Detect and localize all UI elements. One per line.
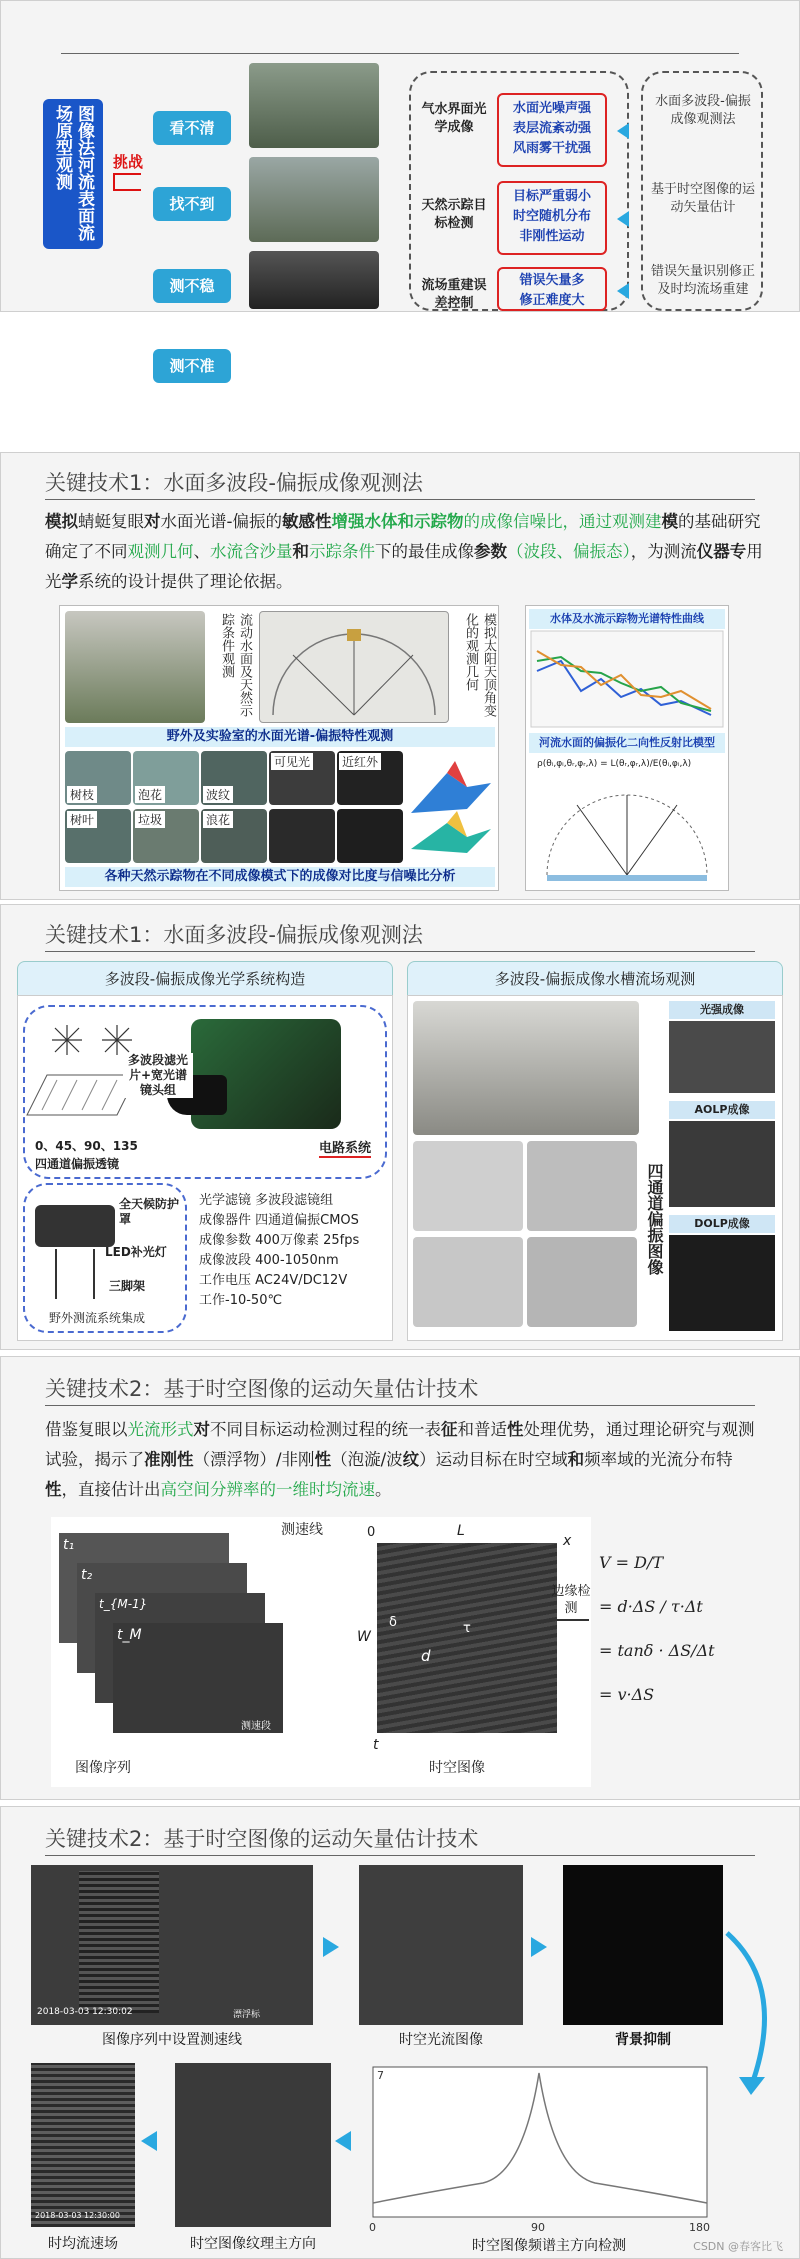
specs-list	[199, 1191, 359, 1311]
red-2-b: 时空随机分布	[512, 209, 591, 224]
p-part: 系统的设计提供了理论依据。	[78, 572, 293, 591]
img-st-flow	[359, 1865, 523, 2025]
arrow-left-3-icon	[617, 283, 629, 299]
eq-line: = tanδ · ΔS/Δt	[599, 1641, 715, 1660]
thumb-nir	[337, 751, 403, 805]
vertical-title-box	[43, 99, 103, 249]
title-rule	[45, 1405, 755, 1406]
p-part: 。	[375, 1480, 392, 1499]
st-image	[377, 1543, 557, 1733]
protect-label: 全天候防护罩	[119, 1197, 180, 1226]
tab-aolp: AOLP成像	[669, 1101, 775, 1119]
right-header: 多波段-偏振成像水槽流场观测	[407, 961, 783, 997]
edge-label-text: 边缘检测	[551, 1584, 591, 1616]
p-part: 专	[729, 542, 747, 561]
camera-housing	[35, 1205, 115, 1247]
p-part: 对	[144, 512, 161, 531]
tripod-shape	[55, 1249, 95, 1299]
slide-title: 关键技术1：水面多波段-偏振成像观测法	[45, 923, 423, 947]
tick-0: 0	[369, 2221, 376, 2234]
axis-L: L	[457, 1523, 465, 1539]
p-part: 性	[45, 1480, 62, 1499]
thumb-label: 浪花	[203, 811, 233, 828]
tick-90: 90	[531, 2221, 545, 2234]
p-part: （漂浮物）/非刚	[193, 1450, 315, 1469]
pol-image-3	[413, 1237, 523, 1327]
title-rule	[45, 1855, 755, 1856]
frame-label-4: t_M	[117, 1627, 142, 1643]
frame-label-2: t₂	[81, 1567, 93, 1583]
left-header: 多波段-偏振成像光学系统构造	[17, 961, 393, 997]
right-item-1: 水面多波段-偏振成像观测法	[655, 94, 751, 127]
p-part: ，为测流	[630, 542, 697, 561]
img-texture	[175, 2063, 331, 2227]
right-cap-1: 水体及水流示踪物光谱特性曲线	[529, 609, 725, 629]
red-1-b: 表层流紊动强	[512, 121, 591, 136]
p-part: 对	[193, 1420, 210, 1439]
p-part: 、	[193, 542, 210, 561]
thumb-label: 泡花	[135, 786, 165, 803]
edge-label	[549, 1583, 593, 1617]
arrow-left-2-icon	[617, 211, 629, 227]
thumb-visible	[269, 751, 335, 805]
spec-item: 工作电压 AC24V/DC12V	[199, 1273, 348, 1288]
spec-item: 成像波段 400-1050nm	[199, 1253, 339, 1268]
arrow-left-a-icon	[141, 2131, 157, 2151]
field-sys-label: 野外测流系统集成	[49, 1311, 146, 1325]
label-bg-suppress: 背景抑制	[615, 2032, 671, 2048]
spectrum-plot	[363, 2063, 717, 2233]
lab-arc-diagram	[263, 625, 445, 721]
p-part: 和	[292, 542, 309, 561]
eq-line: V = D/T	[599, 1553, 664, 1572]
p-part: 水体和	[364, 512, 414, 531]
lens-label	[123, 1053, 193, 1098]
p-part: 不同目标运动检测过程的统一表	[210, 1420, 441, 1439]
thumb-leaf	[65, 809, 131, 863]
photo-river	[249, 157, 379, 242]
red-2-a: 目标严重弱小	[512, 189, 591, 204]
right-item-3: 错误矢量识别修正及时均流场重建	[651, 264, 756, 297]
img-mean-flow	[31, 2063, 135, 2227]
stamp-label: 测速段	[241, 1721, 271, 1732]
p-part: ，直接估计出	[61, 1480, 161, 1499]
p-part: 模拟	[45, 512, 78, 531]
thumb-label: 近红外	[339, 753, 381, 770]
arrow-left-b-icon	[335, 2131, 351, 2151]
problem-4-button: 测不准	[153, 349, 231, 383]
p-part: 水流含沙量	[210, 542, 293, 561]
tripod-label: 三脚架	[109, 1279, 146, 1293]
label-texture: 时空图像纹理主方向	[190, 2236, 316, 2252]
axis-delta: δ	[389, 1615, 397, 1630]
p-part: 用光	[45, 542, 763, 591]
pol-image-4	[527, 1237, 637, 1327]
title-rule	[45, 499, 755, 500]
angles-label-2: 四通道偏振透镜	[35, 1157, 120, 1171]
middle-item-2: 天然示踪目标检测	[421, 198, 487, 231]
curved-arrow-icon	[721, 1927, 791, 2097]
thumb-label: 垃圾	[135, 811, 165, 828]
p-part: （波段、偏振态）	[507, 542, 631, 561]
red-3-a: 错误矢量多	[519, 273, 585, 288]
angles-label: 0、45、90、135	[35, 1139, 138, 1153]
slide-tech1-b	[0, 904, 800, 1350]
label-mean-flow: 时均流速场	[48, 2236, 118, 2252]
thumb-dark-2	[337, 809, 403, 863]
photo-field	[65, 611, 205, 723]
p-part: 借鉴复眼以	[45, 1420, 128, 1439]
date-stamp-2: 2018-03-03 12:30:00	[35, 2211, 120, 2220]
top-rule	[61, 53, 739, 54]
p-part: 高空间分辨率的一维时均流速	[160, 1480, 375, 1499]
thumb-label: 可见光	[271, 753, 313, 770]
p-part: 增强	[331, 512, 365, 531]
thumb-trash	[133, 809, 199, 863]
red-box-2	[497, 181, 607, 255]
label-img-seq: 图像序列中设置测速线	[102, 2032, 242, 2048]
tab-intensity: 光强成像	[669, 1001, 775, 1019]
pol-image-2	[527, 1141, 637, 1231]
tick-180: 180	[689, 2221, 710, 2234]
field-label: 流动水面及天然示踪条件观测	[219, 613, 252, 717]
frame-label-1: t₁	[63, 1537, 75, 1553]
photo-flow	[249, 251, 379, 309]
p-part: 下的最佳成像	[375, 542, 474, 561]
four-ch-label: 四通道偏振图像	[645, 1163, 664, 1275]
led-label: LED补光灯	[105, 1245, 167, 1259]
arrow-right-1-icon	[323, 1937, 339, 1957]
p-part: 蜻蜓复眼	[78, 512, 144, 531]
slide-overview	[0, 0, 800, 375]
edge-arrow-icon	[553, 1619, 589, 1621]
p-part: 敏感性	[281, 512, 332, 531]
problem-2-button: 找不到	[153, 187, 231, 221]
thumb-foam	[133, 751, 199, 805]
p-part: 处理优势，通过理论研究与观测试验，揭示了	[45, 1420, 755, 1469]
dolp-image	[669, 1235, 775, 1331]
vertical-title: 图像法河流表面流场原型观测	[52, 105, 94, 241]
intro-paragraph	[45, 1415, 763, 1505]
photo-fog	[249, 63, 379, 148]
spec-item: 成像参数 400万像素 25fps	[199, 1233, 360, 1248]
p-part: 示踪物	[413, 512, 464, 531]
problem-1-button: 看不清	[153, 111, 231, 145]
slide-tech1-a	[0, 452, 800, 900]
lens-label-text: 多波段滤光片+宽光谱镜头组	[127, 1053, 188, 1097]
p-part: 性	[314, 1450, 332, 1469]
img-seq-line	[31, 1865, 313, 2025]
red-1-c: 风雨雾干扰强	[512, 141, 591, 156]
red-3-b: 修正难度大	[519, 293, 585, 308]
sim-label: 模拟太阳天顶角变化的观测几何	[463, 613, 496, 717]
slide-title: 关键技术2：基于时空图像的运动矢量估计技术	[45, 1827, 479, 1851]
slide-tech2-b	[0, 1806, 800, 2259]
line-label: 测速线	[281, 1522, 323, 1538]
p-part: 频率域的光流分布特	[584, 1450, 733, 1469]
eq-line: = d·ΔS / τ·Δt	[599, 1597, 703, 1616]
pol-image-1	[413, 1141, 523, 1231]
p-part: 观测几何	[127, 542, 194, 561]
img-bg-suppress	[563, 1865, 723, 2025]
right-cap-2: 河流水面的偏振化二向性反射比模型	[529, 733, 725, 753]
spec-item: 光学滤镜 多波段滤镜组	[199, 1193, 334, 1208]
frame-label-3: t_{M-1}	[99, 1597, 148, 1611]
intensity-image	[669, 1021, 775, 1093]
arrow-left-1-icon	[617, 123, 629, 139]
brdf-formula: ρ(θᵢ,φᵢ,θᵣ,φᵣ,λ) = L(θᵣ,φᵣ,λ)/E(θᵢ,φᵢ,λ)	[537, 759, 692, 769]
caption-bottom: 各种天然示踪物在不同成像模式下的成像对比度与信噪比分析	[65, 867, 495, 887]
circuit-label: 电路系统	[319, 1137, 371, 1158]
p-part: 光流形式	[127, 1420, 194, 1439]
seq-label: 图像序列	[75, 1760, 131, 1776]
p-part: 学	[61, 572, 78, 591]
st-label: 时空图像	[429, 1760, 485, 1776]
thumb-label: 树枝	[67, 786, 97, 803]
slide-title: 关键技术2：基于时空图像的运动矢量估计技术	[45, 1377, 479, 1401]
title-rule	[45, 951, 755, 952]
caption-top: 野外及实验室的水面光谱-偏振特性观测	[65, 727, 495, 747]
middle-item-1: 气水界面光学成像	[421, 102, 487, 135]
axis-tau: τ	[463, 1621, 471, 1636]
axis-zero: 0	[367, 1525, 376, 1540]
tick-7: 7	[377, 2069, 384, 2082]
p-part: 参数	[474, 542, 507, 561]
aolp-image	[669, 1121, 775, 1207]
challenge-arrow-icon	[113, 173, 141, 191]
slide-title: 关键技术1：水面多波段-偏振成像观测法	[45, 471, 423, 495]
problem-3-button: 测不稳	[153, 269, 231, 303]
thumb-branch	[65, 751, 131, 805]
p-part: 和	[567, 1450, 585, 1469]
axis-d: d	[421, 1647, 431, 1665]
thumb-dark-1	[269, 809, 335, 863]
p-part: -偏振的	[226, 512, 282, 531]
slide-tech2-a	[0, 1356, 800, 1800]
p-part: （泡漩/波	[331, 1450, 403, 1469]
p-part: 和普适	[457, 1420, 507, 1439]
p-part: 示踪条件	[309, 542, 375, 561]
eq-line: = v·ΔS	[599, 1685, 655, 1704]
p-part: 仪器	[696, 542, 730, 561]
p-part: 模	[661, 512, 678, 531]
red-box-3	[497, 267, 607, 311]
p-part: 水面光谱	[160, 512, 227, 531]
arrow-right-2-icon	[531, 1937, 547, 1957]
label-spectrum: 时空图像频谱主方向检测	[472, 2238, 626, 2254]
thumb-label: 树叶	[67, 811, 97, 828]
p-part: 准刚性	[144, 1450, 194, 1469]
thumb-label: 波纹	[203, 786, 233, 803]
p-part: 性	[507, 1420, 524, 1439]
right-item-2: 基于时空图像的运动矢量估计	[651, 182, 756, 215]
intro-paragraph	[45, 507, 763, 597]
brdf-diagram	[537, 775, 717, 885]
p-part: ）运动目标在时空域	[419, 1450, 568, 1469]
axis-x: x	[563, 1533, 572, 1549]
equations	[599, 1541, 715, 1717]
spectral-curves-plot	[531, 631, 723, 727]
cam-stamp: 漂浮标	[233, 2010, 261, 2020]
middle-item-3: 流场重建误差控制	[421, 278, 487, 311]
label-st-flow: 时空光流图像	[399, 2032, 483, 2048]
tab-dolp: DOLP成像	[669, 1215, 775, 1233]
red-box-1	[497, 93, 607, 167]
thumb-wave	[201, 809, 267, 863]
red-2-c: 非刚性运动	[519, 229, 585, 244]
p-part: 纹	[402, 1450, 420, 1469]
photo-lab-setup	[413, 1001, 639, 1135]
p-part: 的成像信噪比，通过观测建	[463, 512, 662, 531]
challenge-label: 挑战	[113, 153, 144, 171]
p-part: 的基础研究确定了不同	[45, 512, 761, 561]
stripe-block	[79, 1871, 159, 2013]
spec-item: 工作-10-50℃	[199, 1293, 283, 1308]
date-stamp-1: 2018-03-03 12:30:02	[37, 2007, 133, 2017]
surface-plot-icon	[407, 753, 495, 861]
spec-item: 成像器件 四通道偏振CMOS	[199, 1213, 359, 1228]
credit: CSDN @春客比飞	[693, 2240, 783, 2253]
p-part: 征	[441, 1420, 458, 1439]
axis-t: t	[373, 1737, 379, 1753]
thumb-ripple	[201, 751, 267, 805]
axis-W: W	[357, 1629, 371, 1645]
red-1-a: 水面光噪声强	[512, 101, 591, 116]
